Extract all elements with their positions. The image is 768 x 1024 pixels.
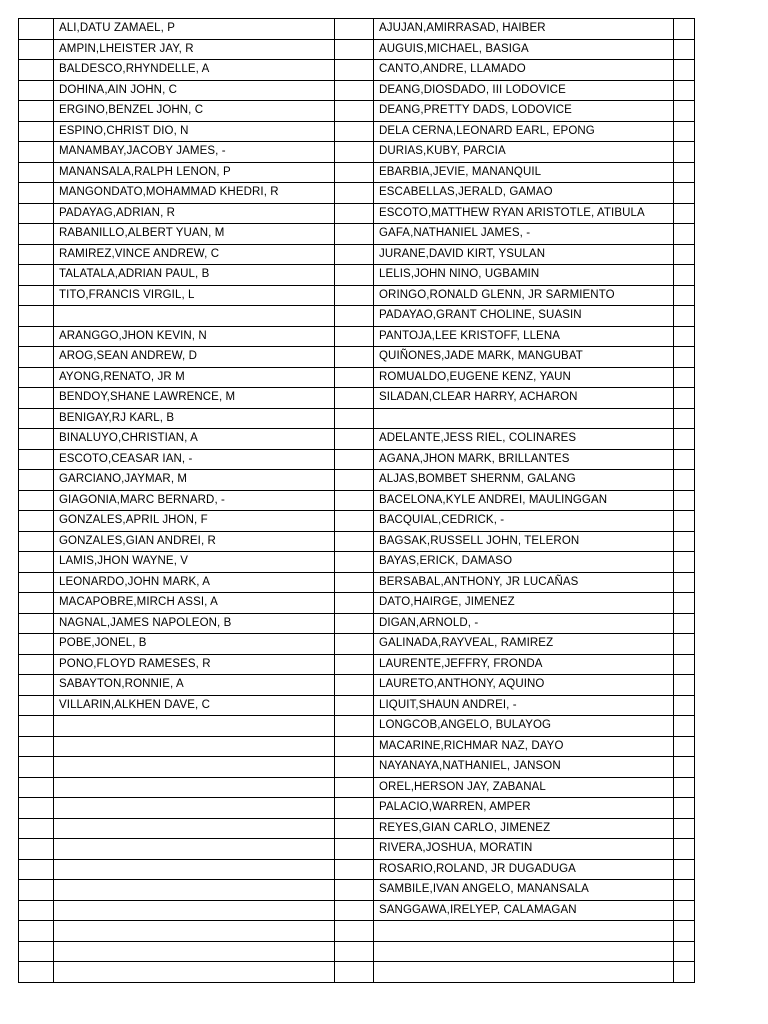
right-name-cell: GAFA,NATHANIEL JAMES, -	[374, 224, 674, 245]
right-blank-cell	[674, 80, 695, 101]
table-row	[19, 449, 695, 470]
left-name-cell: RAMIREZ,VINCE ANDREW, C	[54, 244, 335, 265]
right-name-cell: SANGGAWA,IRELYEP, CALAMAGAN	[374, 900, 674, 921]
middle-blank-cell	[335, 716, 374, 737]
table-row	[19, 552, 695, 573]
table-row	[19, 470, 695, 491]
right-name-cell: RIVERA,JOSHUA, MORATIN	[374, 839, 674, 860]
left-name-cell	[54, 859, 335, 880]
left-name-cell	[54, 839, 335, 860]
left-blank-cell	[19, 429, 54, 450]
right-blank-cell	[674, 265, 695, 286]
table-row	[19, 203, 695, 224]
right-name-cell: QUIÑONES,JADE MARK, MANGUBAT	[374, 347, 674, 368]
right-name-cell: JURANE,DAVID KIRT, YSULAN	[374, 244, 674, 265]
right-name-cell	[374, 962, 674, 983]
left-name-cell: GIAGONIA,MARC BERNARD, -	[54, 490, 335, 511]
left-blank-cell	[19, 654, 54, 675]
right-blank-cell	[674, 388, 695, 409]
middle-blank-cell	[335, 798, 374, 819]
left-blank-cell	[19, 449, 54, 470]
right-name-cell: DURIAS,KUBY, PARCIA	[374, 142, 674, 163]
left-name-cell: LEONARDO,JOHN MARK, A	[54, 572, 335, 593]
left-name-cell: GONZALES,GIAN ANDREI, R	[54, 531, 335, 552]
right-blank-cell	[674, 203, 695, 224]
right-blank-cell	[674, 839, 695, 860]
left-blank-cell	[19, 695, 54, 716]
right-blank-cell	[674, 470, 695, 491]
right-name-cell: DATO,HAIRGE, JIMENEZ	[374, 593, 674, 614]
right-blank-cell	[674, 60, 695, 81]
left-blank-cell	[19, 552, 54, 573]
left-name-cell: VILLARIN,ALKHEN DAVE, C	[54, 695, 335, 716]
table-row	[19, 798, 695, 819]
table-row	[19, 839, 695, 860]
table-row	[19, 654, 695, 675]
left-name-cell: NAGNAL,JAMES NAPOLEON, B	[54, 613, 335, 634]
right-blank-cell	[674, 675, 695, 696]
left-blank-cell	[19, 347, 54, 368]
middle-blank-cell	[335, 80, 374, 101]
left-name-cell	[54, 798, 335, 819]
right-name-cell: DEANG,DIOSDADO, III LODOVICE	[374, 80, 674, 101]
left-blank-cell	[19, 244, 54, 265]
table-row	[19, 941, 695, 962]
left-name-cell: TITO,FRANCIS VIRGIL, L	[54, 285, 335, 306]
table-row	[19, 367, 695, 388]
left-name-cell: BENDOY,SHANE LAWRENCE, M	[54, 388, 335, 409]
left-blank-cell	[19, 326, 54, 347]
left-name-cell	[54, 921, 335, 942]
left-name-cell	[54, 757, 335, 778]
right-name-cell: AGANA,JHON MARK, BRILLANTES	[374, 449, 674, 470]
middle-blank-cell	[335, 408, 374, 429]
right-blank-cell	[674, 326, 695, 347]
right-name-cell: LIQUIT,SHAUN ANDREI, -	[374, 695, 674, 716]
right-blank-cell	[674, 921, 695, 942]
table-row	[19, 326, 695, 347]
left-name-cell: DOHINA,AIN JOHN, C	[54, 80, 335, 101]
left-name-cell	[54, 880, 335, 901]
table-row	[19, 511, 695, 532]
right-name-cell: MACARINE,RICHMAR NAZ, DAYO	[374, 736, 674, 757]
left-name-cell	[54, 736, 335, 757]
right-name-cell: DIGAN,ARNOLD, -	[374, 613, 674, 634]
right-blank-cell	[674, 900, 695, 921]
table-row	[19, 121, 695, 142]
right-blank-cell	[674, 962, 695, 983]
middle-blank-cell	[335, 285, 374, 306]
right-blank-cell	[674, 162, 695, 183]
middle-blank-cell	[335, 777, 374, 798]
left-name-cell	[54, 962, 335, 983]
right-name-cell: PALACIO,WARREN, AMPER	[374, 798, 674, 819]
left-name-cell: BALDESCO,RHYNDELLE, A	[54, 60, 335, 81]
table-row	[19, 962, 695, 983]
left-blank-cell	[19, 941, 54, 962]
left-name-cell: MANANSALA,RALPH LENON, P	[54, 162, 335, 183]
right-blank-cell	[674, 306, 695, 327]
right-blank-cell	[674, 429, 695, 450]
right-blank-cell	[674, 818, 695, 839]
table-row	[19, 408, 695, 429]
left-blank-cell	[19, 880, 54, 901]
table-row	[19, 162, 695, 183]
left-blank-cell	[19, 839, 54, 860]
right-blank-cell	[674, 654, 695, 675]
right-blank-cell	[674, 777, 695, 798]
left-blank-cell	[19, 470, 54, 491]
left-name-cell	[54, 900, 335, 921]
left-blank-cell	[19, 716, 54, 737]
middle-blank-cell	[335, 60, 374, 81]
left-blank-cell	[19, 121, 54, 142]
right-name-cell: REYES,GIAN CARLO, JIMENEZ	[374, 818, 674, 839]
right-name-cell: BAYAS,ERICK, DAMASO	[374, 552, 674, 573]
right-blank-cell	[674, 552, 695, 573]
right-name-cell: ROSARIO,ROLAND, JR DUGADUGA	[374, 859, 674, 880]
table-row	[19, 142, 695, 163]
right-name-cell: ADELANTE,JESS RIEL, COLINARES	[374, 429, 674, 450]
middle-blank-cell	[335, 921, 374, 942]
right-blank-cell	[674, 347, 695, 368]
right-name-cell: NAYANAYA,NATHANIEL, JANSON	[374, 757, 674, 778]
middle-blank-cell	[335, 326, 374, 347]
right-name-cell: AUGUIS,MICHAEL, BASIGA	[374, 39, 674, 60]
middle-blank-cell	[335, 490, 374, 511]
right-name-cell: PADAYAO,GRANT CHOLINE, SUASIN	[374, 306, 674, 327]
middle-blank-cell	[335, 675, 374, 696]
right-blank-cell	[674, 19, 695, 40]
middle-blank-cell	[335, 818, 374, 839]
middle-blank-cell	[335, 244, 374, 265]
left-blank-cell	[19, 224, 54, 245]
middle-blank-cell	[335, 736, 374, 757]
right-name-cell	[374, 408, 674, 429]
left-name-cell	[54, 818, 335, 839]
right-blank-cell	[674, 449, 695, 470]
right-blank-cell	[674, 408, 695, 429]
right-blank-cell	[674, 859, 695, 880]
table-row	[19, 675, 695, 696]
left-blank-cell	[19, 613, 54, 634]
middle-blank-cell	[335, 654, 374, 675]
right-blank-cell	[674, 39, 695, 60]
left-name-cell: MANAMBAY,JACOBY JAMES, -	[54, 142, 335, 163]
left-blank-cell	[19, 675, 54, 696]
left-name-cell: ERGINO,BENZEL JOHN, C	[54, 101, 335, 122]
middle-blank-cell	[335, 839, 374, 860]
right-blank-cell	[674, 183, 695, 204]
right-blank-cell	[674, 941, 695, 962]
middle-blank-cell	[335, 101, 374, 122]
middle-blank-cell	[335, 962, 374, 983]
table-row	[19, 224, 695, 245]
table-row	[19, 306, 695, 327]
right-name-cell: LONGCOB,ANGELO, BULAYOG	[374, 716, 674, 737]
right-name-cell: OREL,HERSON JAY, ZABANAL	[374, 777, 674, 798]
left-name-cell: BINALUYO,CHRISTIAN, A	[54, 429, 335, 450]
left-name-cell: ALI,DATU ZAMAEL, P	[54, 19, 335, 40]
table-row	[19, 60, 695, 81]
table-row	[19, 593, 695, 614]
table-row	[19, 634, 695, 655]
right-name-cell: ORINGO,RONALD GLENN, JR SARMIENTO	[374, 285, 674, 306]
middle-blank-cell	[335, 183, 374, 204]
right-name-cell: LAURETO,ANTHONY, AQUINO	[374, 675, 674, 696]
right-name-cell: ESCABELLAS,JERALD, GAMAO	[374, 183, 674, 204]
name-list-body	[19, 19, 695, 983]
table-row	[19, 695, 695, 716]
right-blank-cell	[674, 716, 695, 737]
left-blank-cell	[19, 183, 54, 204]
right-name-cell: ROMUALDO,EUGENE KENZ, YAUN	[374, 367, 674, 388]
right-name-cell: BACELONA,KYLE ANDREI, MAULINGGAN	[374, 490, 674, 511]
left-name-cell: RABANILLO,ALBERT YUAN, M	[54, 224, 335, 245]
right-name-cell: LAURENTE,JEFFRY, FRONDA	[374, 654, 674, 675]
left-blank-cell	[19, 101, 54, 122]
left-blank-cell	[19, 798, 54, 819]
middle-blank-cell	[335, 429, 374, 450]
left-name-cell: MANGONDATO,MOHAMMAD KHEDRI, R	[54, 183, 335, 204]
table-row	[19, 736, 695, 757]
left-blank-cell	[19, 634, 54, 655]
left-blank-cell	[19, 306, 54, 327]
left-blank-cell	[19, 490, 54, 511]
right-name-cell: SAMBILE,IVAN ANGELO, MANANSALA	[374, 880, 674, 901]
left-blank-cell	[19, 265, 54, 286]
left-name-cell: ESCOTO,CEASAR IAN, -	[54, 449, 335, 470]
right-blank-cell	[674, 613, 695, 634]
middle-blank-cell	[335, 224, 374, 245]
table-row	[19, 531, 695, 552]
right-blank-cell	[674, 634, 695, 655]
right-name-cell: AJUJAN,AMIRRASAD, HAIBER	[374, 19, 674, 40]
left-name-cell: BENIGAY,RJ KARL, B	[54, 408, 335, 429]
left-blank-cell	[19, 593, 54, 614]
middle-blank-cell	[335, 859, 374, 880]
right-name-cell: BACQUIAL,CEDRICK, -	[374, 511, 674, 532]
right-name-cell: PANTOJA,LEE KRISTOFF, LLENA	[374, 326, 674, 347]
right-name-cell: GALINADA,RAYVEAL, RAMIREZ	[374, 634, 674, 655]
left-name-cell: SABAYTON,RONNIE, A	[54, 675, 335, 696]
left-blank-cell	[19, 921, 54, 942]
right-blank-cell	[674, 736, 695, 757]
right-name-cell: DEANG,PRETTY DADS, LODOVICE	[374, 101, 674, 122]
right-blank-cell	[674, 121, 695, 142]
left-name-cell: PADAYAG,ADRIAN, R	[54, 203, 335, 224]
right-blank-cell	[674, 531, 695, 552]
middle-blank-cell	[335, 162, 374, 183]
left-blank-cell	[19, 818, 54, 839]
right-blank-cell	[674, 880, 695, 901]
table-row	[19, 80, 695, 101]
right-name-cell: SILADAN,CLEAR HARRY, ACHARON	[374, 388, 674, 409]
table-row	[19, 818, 695, 839]
middle-blank-cell	[335, 757, 374, 778]
left-blank-cell	[19, 572, 54, 593]
middle-blank-cell	[335, 306, 374, 327]
table-row	[19, 490, 695, 511]
table-row	[19, 39, 695, 60]
table-row	[19, 900, 695, 921]
left-name-cell: MACAPOBRE,MIRCH ASSI, A	[54, 593, 335, 614]
right-blank-cell	[674, 695, 695, 716]
table-row	[19, 285, 695, 306]
left-blank-cell	[19, 408, 54, 429]
left-name-cell: AROG,SEAN ANDREW, D	[54, 347, 335, 368]
left-name-cell: ARANGGO,JHON KEVIN, N	[54, 326, 335, 347]
left-blank-cell	[19, 142, 54, 163]
table-row	[19, 347, 695, 368]
middle-blank-cell	[335, 19, 374, 40]
left-blank-cell	[19, 367, 54, 388]
right-name-cell: BAGSAK,RUSSELL JOHN, TELERON	[374, 531, 674, 552]
table-row	[19, 921, 695, 942]
left-blank-cell	[19, 39, 54, 60]
table-row	[19, 19, 695, 40]
middle-blank-cell	[335, 900, 374, 921]
table-row	[19, 244, 695, 265]
middle-blank-cell	[335, 634, 374, 655]
table-row	[19, 777, 695, 798]
right-name-cell: BERSABAL,ANTHONY, JR LUCAÑAS	[374, 572, 674, 593]
left-blank-cell	[19, 203, 54, 224]
left-name-cell: TALATALA,ADRIAN PAUL, B	[54, 265, 335, 286]
middle-blank-cell	[335, 695, 374, 716]
left-name-cell: GARCIANO,JAYMAR, M	[54, 470, 335, 491]
left-blank-cell	[19, 777, 54, 798]
table-row	[19, 429, 695, 450]
right-blank-cell	[674, 757, 695, 778]
left-name-cell: AYONG,RENATO, JR M	[54, 367, 335, 388]
right-blank-cell	[674, 490, 695, 511]
table-row	[19, 613, 695, 634]
right-blank-cell	[674, 511, 695, 532]
middle-blank-cell	[335, 367, 374, 388]
left-blank-cell	[19, 80, 54, 101]
left-name-cell: POBE,JONEL, B	[54, 634, 335, 655]
left-blank-cell	[19, 388, 54, 409]
middle-blank-cell	[335, 203, 374, 224]
middle-blank-cell	[335, 572, 374, 593]
right-name-cell: LELIS,JOHN NINO, UGBAMIN	[374, 265, 674, 286]
left-blank-cell	[19, 531, 54, 552]
right-name-cell: CANTO,ANDRE, LLAMADO	[374, 60, 674, 81]
right-blank-cell	[674, 224, 695, 245]
left-name-cell: PONO,FLOYD RAMESES, R	[54, 654, 335, 675]
left-name-cell	[54, 716, 335, 737]
middle-blank-cell	[335, 511, 374, 532]
left-name-cell	[54, 777, 335, 798]
left-name-cell: LAMIS,JHON WAYNE, V	[54, 552, 335, 573]
left-blank-cell	[19, 60, 54, 81]
left-blank-cell	[19, 162, 54, 183]
right-name-cell: ESCOTO,MATTHEW RYAN ARISTOTLE, ATIBULA	[374, 203, 674, 224]
right-blank-cell	[674, 285, 695, 306]
middle-blank-cell	[335, 880, 374, 901]
right-blank-cell	[674, 798, 695, 819]
table-row	[19, 757, 695, 778]
left-blank-cell	[19, 736, 54, 757]
right-name-cell	[374, 941, 674, 962]
middle-blank-cell	[335, 449, 374, 470]
left-blank-cell	[19, 19, 54, 40]
left-blank-cell	[19, 962, 54, 983]
table-row	[19, 572, 695, 593]
left-blank-cell	[19, 757, 54, 778]
middle-blank-cell	[335, 613, 374, 634]
right-name-cell: ALJAS,BOMBET SHERNM, GALANG	[374, 470, 674, 491]
left-blank-cell	[19, 900, 54, 921]
middle-blank-cell	[335, 121, 374, 142]
middle-blank-cell	[335, 552, 374, 573]
table-row	[19, 265, 695, 286]
right-blank-cell	[674, 593, 695, 614]
left-blank-cell	[19, 511, 54, 532]
left-name-cell	[54, 306, 335, 327]
right-blank-cell	[674, 572, 695, 593]
right-blank-cell	[674, 142, 695, 163]
middle-blank-cell	[335, 39, 374, 60]
table-row	[19, 716, 695, 737]
left-blank-cell	[19, 859, 54, 880]
middle-blank-cell	[335, 531, 374, 552]
right-blank-cell	[674, 367, 695, 388]
middle-blank-cell	[335, 593, 374, 614]
name-list-table	[18, 18, 695, 983]
table-row	[19, 859, 695, 880]
table-row	[19, 183, 695, 204]
middle-blank-cell	[335, 142, 374, 163]
left-name-cell: ESPINO,CHRIST DIO, N	[54, 121, 335, 142]
left-name-cell: GONZALES,APRIL JHON, F	[54, 511, 335, 532]
right-blank-cell	[674, 101, 695, 122]
middle-blank-cell	[335, 470, 374, 491]
right-blank-cell	[674, 244, 695, 265]
table-row	[19, 388, 695, 409]
table-row	[19, 880, 695, 901]
middle-blank-cell	[335, 265, 374, 286]
right-name-cell	[374, 921, 674, 942]
left-name-cell: AMPIN,LHEISTER JAY, R	[54, 39, 335, 60]
middle-blank-cell	[335, 347, 374, 368]
table-row	[19, 101, 695, 122]
middle-blank-cell	[335, 941, 374, 962]
left-name-cell	[54, 941, 335, 962]
left-blank-cell	[19, 285, 54, 306]
right-name-cell: DELA CERNA,LEONARD EARL, EPONG	[374, 121, 674, 142]
middle-blank-cell	[335, 388, 374, 409]
right-name-cell: EBARBIA,JEVIE, MANANQUIL	[374, 162, 674, 183]
